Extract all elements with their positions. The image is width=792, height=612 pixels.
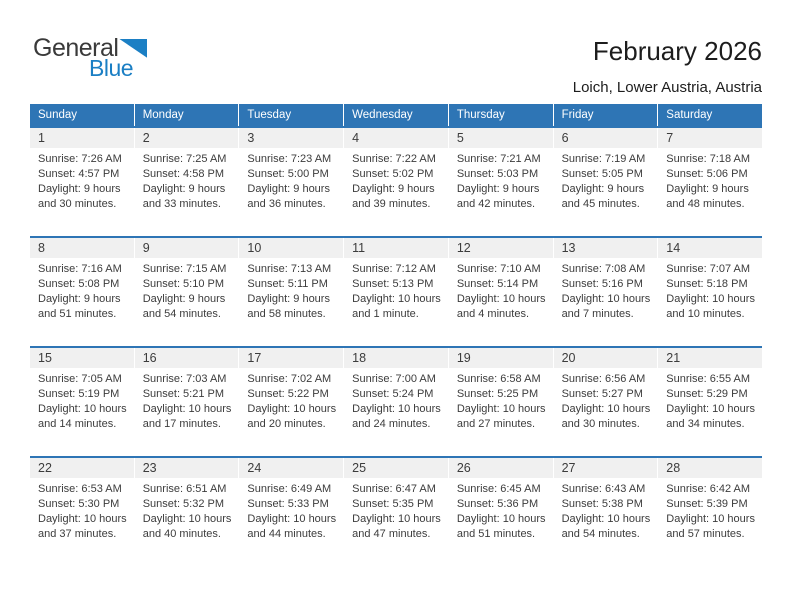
day-number: 13 bbox=[554, 238, 658, 258]
day-cell bbox=[554, 238, 658, 346]
day-number: 9 bbox=[135, 238, 239, 258]
day-cell bbox=[30, 458, 134, 566]
daylight-text-line1: Daylight: 9 hours bbox=[666, 183, 749, 195]
day-cell bbox=[658, 238, 762, 346]
daylight-text-line2: and 54 minutes. bbox=[561, 528, 640, 540]
week-row bbox=[30, 236, 762, 346]
daylight-text-line1: Daylight: 10 hours bbox=[561, 293, 651, 305]
day-number: 5 bbox=[449, 128, 553, 148]
sunset-text: Sunset: 5:25 PM bbox=[456, 388, 539, 400]
day-number: 26 bbox=[449, 458, 553, 478]
day-info bbox=[239, 148, 343, 212]
daylight-text-line1: Daylight: 9 hours bbox=[142, 293, 226, 305]
daylight-text-line2: and 39 minutes. bbox=[352, 198, 431, 210]
day-number: 18 bbox=[344, 348, 448, 368]
sunrise-text: Sunrise: 6:53 AM bbox=[38, 483, 122, 495]
day-cell bbox=[344, 458, 448, 566]
day-number: 15 bbox=[30, 348, 134, 368]
day-number: 4 bbox=[344, 128, 448, 148]
daylight-text-line2: and 51 minutes. bbox=[456, 528, 536, 540]
sunrise-text: Sunrise: 7:05 AM bbox=[38, 373, 122, 385]
daylight-text-line2: and 30 minutes. bbox=[561, 418, 640, 430]
day-number: 25 bbox=[344, 458, 448, 478]
sunrise-text: Sunrise: 7:13 AM bbox=[247, 263, 332, 275]
day-info bbox=[344, 148, 448, 212]
sunset-text: Sunset: 5:08 PM bbox=[38, 278, 120, 290]
daylight-text-line2: and 34 minutes. bbox=[666, 418, 745, 430]
week-row bbox=[30, 346, 762, 456]
daylight-text-line2: and 37 minutes. bbox=[38, 528, 117, 540]
day-cell bbox=[449, 458, 553, 566]
day-number: 1 bbox=[30, 128, 134, 148]
daylight-text-line1: Daylight: 10 hours bbox=[666, 293, 755, 305]
day-info bbox=[658, 368, 762, 432]
day-info bbox=[449, 368, 553, 432]
sunset-text: Sunset: 5:24 PM bbox=[352, 388, 434, 400]
daylight-text-line1: Daylight: 9 hours bbox=[38, 293, 121, 305]
daylight-text-line2: and 57 minutes. bbox=[666, 528, 745, 540]
day-cell bbox=[135, 128, 239, 236]
sunrise-text: Sunrise: 7:21 AM bbox=[456, 153, 541, 165]
day-number: 14 bbox=[658, 238, 762, 258]
day-info bbox=[30, 148, 134, 212]
sunrise-text: Sunrise: 6:49 AM bbox=[247, 483, 332, 495]
daylight-text-line2: and 36 minutes. bbox=[247, 198, 326, 210]
day-info bbox=[239, 258, 343, 322]
day-info bbox=[30, 258, 134, 322]
daylight-text-line2: and 17 minutes. bbox=[142, 418, 221, 430]
day-number: 11 bbox=[344, 238, 448, 258]
day-info bbox=[554, 478, 658, 542]
day-cell bbox=[135, 238, 239, 346]
day-info bbox=[344, 258, 448, 322]
daylight-text-line1: Daylight: 10 hours bbox=[561, 513, 651, 525]
day-info bbox=[239, 368, 343, 432]
sunset-text: Sunset: 5:11 PM bbox=[247, 278, 328, 290]
day-cell bbox=[239, 458, 343, 566]
daylight-text-line1: Daylight: 10 hours bbox=[247, 513, 337, 525]
sunset-text: Sunset: 5:14 PM bbox=[456, 278, 539, 290]
sunrise-text: Sunrise: 6:58 AM bbox=[456, 373, 541, 385]
sunset-text: Sunset: 5:03 PM bbox=[456, 168, 539, 180]
sunrise-text: Sunrise: 7:12 AM bbox=[352, 263, 436, 275]
day-number: 16 bbox=[135, 348, 239, 368]
day-number: 17 bbox=[239, 348, 343, 368]
sunrise-text: Sunrise: 6:51 AM bbox=[142, 483, 227, 495]
sunrise-text: Sunrise: 7:23 AM bbox=[247, 153, 332, 165]
sunset-text: Sunset: 5:05 PM bbox=[561, 168, 643, 180]
day-info bbox=[554, 258, 658, 322]
day-cell bbox=[658, 348, 762, 456]
day-info bbox=[135, 258, 239, 322]
sunrise-text: Sunrise: 7:16 AM bbox=[38, 263, 122, 275]
sunset-text: Sunset: 5:06 PM bbox=[666, 168, 748, 180]
daylight-text-line1: Daylight: 10 hours bbox=[456, 513, 546, 525]
sunrise-text: Sunrise: 6:45 AM bbox=[456, 483, 541, 495]
sunset-text: Sunset: 5:19 PM bbox=[38, 388, 120, 400]
sunrise-text: Sunrise: 7:26 AM bbox=[38, 153, 122, 165]
daylight-text-line2: and 42 minutes. bbox=[456, 198, 536, 210]
day-info bbox=[449, 478, 553, 542]
day-info bbox=[554, 148, 658, 212]
daylight-text-line2: and 54 minutes. bbox=[142, 308, 221, 320]
daylight-text-line2: and 27 minutes. bbox=[456, 418, 536, 430]
day-cell bbox=[449, 238, 553, 346]
day-cell bbox=[554, 128, 658, 236]
weekday-header-friday: Friday bbox=[554, 104, 658, 126]
day-cell bbox=[658, 458, 762, 566]
sunrise-text: Sunrise: 7:00 AM bbox=[352, 373, 436, 385]
day-number: 10 bbox=[239, 238, 343, 258]
page-title: February 2026 bbox=[592, 36, 762, 66]
day-cell bbox=[344, 348, 448, 456]
daylight-text-line1: Daylight: 10 hours bbox=[38, 403, 127, 415]
sunrise-text: Sunrise: 7:10 AM bbox=[456, 263, 541, 275]
day-number: 8 bbox=[30, 238, 134, 258]
day-info bbox=[658, 478, 762, 542]
day-info bbox=[30, 368, 134, 432]
calendar-table bbox=[30, 104, 762, 566]
sunset-text: Sunset: 5:29 PM bbox=[666, 388, 748, 400]
sunset-text: Sunset: 5:33 PM bbox=[247, 498, 329, 510]
day-cell bbox=[239, 128, 343, 236]
daylight-text-line2: and 7 minutes. bbox=[561, 308, 634, 320]
daylight-text-line1: Daylight: 9 hours bbox=[142, 183, 226, 195]
sunset-text: Sunset: 5:21 PM bbox=[142, 388, 225, 400]
daylight-text-line2: and 51 minutes. bbox=[38, 308, 117, 320]
day-number: 7 bbox=[658, 128, 762, 148]
day-info bbox=[30, 478, 134, 542]
daylight-text-line2: and 4 minutes. bbox=[456, 308, 529, 320]
calendar-weeks bbox=[30, 126, 762, 566]
daylight-text-line1: Daylight: 10 hours bbox=[352, 513, 441, 525]
sunset-text: Sunset: 5:27 PM bbox=[561, 388, 643, 400]
sunrise-text: Sunrise: 7:19 AM bbox=[561, 153, 646, 165]
sunset-text: Sunset: 5:22 PM bbox=[247, 388, 329, 400]
sunset-text: Sunset: 5:32 PM bbox=[142, 498, 225, 510]
day-info bbox=[554, 368, 658, 432]
daylight-text-line1: Daylight: 9 hours bbox=[456, 183, 540, 195]
day-cell bbox=[554, 348, 658, 456]
weekday-header-tuesday: Tuesday bbox=[239, 104, 343, 126]
day-cell bbox=[449, 348, 553, 456]
daylight-text-line2: and 30 minutes. bbox=[38, 198, 117, 210]
header-titles bbox=[573, 36, 762, 96]
sunset-text: Sunset: 5:10 PM bbox=[142, 278, 225, 290]
day-number: 6 bbox=[554, 128, 658, 148]
daylight-text-line1: Daylight: 10 hours bbox=[142, 403, 232, 415]
daylight-text-line1: Daylight: 10 hours bbox=[456, 293, 546, 305]
day-info bbox=[135, 368, 239, 432]
sunset-text: Sunset: 5:36 PM bbox=[456, 498, 539, 510]
weekday-header-thursday: Thursday bbox=[449, 104, 553, 126]
daylight-text-line1: Daylight: 10 hours bbox=[561, 403, 651, 415]
daylight-text-line2: and 58 minutes. bbox=[247, 308, 326, 320]
day-cell bbox=[658, 128, 762, 236]
day-info bbox=[449, 148, 553, 212]
daylight-text-line2: and 44 minutes. bbox=[247, 528, 326, 540]
daylight-text-line1: Daylight: 10 hours bbox=[666, 513, 755, 525]
sunrise-text: Sunrise: 6:42 AM bbox=[666, 483, 751, 495]
day-number: 3 bbox=[239, 128, 343, 148]
daylight-text-line2: and 1 minute. bbox=[352, 308, 419, 320]
daylight-text-line1: Daylight: 9 hours bbox=[561, 183, 645, 195]
daylight-text-line2: and 20 minutes. bbox=[247, 418, 326, 430]
daylight-text-line2: and 47 minutes. bbox=[352, 528, 431, 540]
sunset-text: Sunset: 4:58 PM bbox=[142, 168, 225, 180]
daylight-text-line2: and 48 minutes. bbox=[666, 198, 745, 210]
sunrise-text: Sunrise: 7:02 AM bbox=[247, 373, 332, 385]
day-info bbox=[344, 478, 448, 542]
week-row bbox=[30, 126, 762, 236]
week-row bbox=[30, 456, 762, 566]
sunset-text: Sunset: 5:16 PM bbox=[561, 278, 643, 290]
day-number: 28 bbox=[658, 458, 762, 478]
sunrise-text: Sunrise: 7:18 AM bbox=[666, 153, 751, 165]
day-info bbox=[239, 478, 343, 542]
sunrise-text: Sunrise: 7:15 AM bbox=[142, 263, 227, 275]
sunset-text: Sunset: 5:00 PM bbox=[247, 168, 329, 180]
sunset-text: Sunset: 5:02 PM bbox=[352, 168, 434, 180]
day-cell bbox=[239, 348, 343, 456]
daylight-text-line1: Daylight: 10 hours bbox=[666, 403, 755, 415]
daylight-text-line1: Daylight: 10 hours bbox=[38, 513, 127, 525]
day-number: 19 bbox=[449, 348, 553, 368]
page-subtitle: Loich, Lower Austria, Austria bbox=[572, 79, 762, 96]
daylight-text-line2: and 33 minutes. bbox=[142, 198, 221, 210]
daylight-text-line2: and 24 minutes. bbox=[352, 418, 431, 430]
day-info bbox=[449, 258, 553, 322]
day-cell bbox=[30, 128, 134, 236]
sunset-text: Sunset: 5:38 PM bbox=[561, 498, 643, 510]
sunrise-text: Sunrise: 7:25 AM bbox=[142, 153, 227, 165]
general-blue-logo bbox=[33, 36, 147, 80]
day-cell bbox=[449, 128, 553, 236]
sunrise-text: Sunrise: 6:55 AM bbox=[666, 373, 751, 385]
sunrise-text: Sunrise: 7:07 AM bbox=[666, 263, 751, 275]
sunrise-text: Sunrise: 7:03 AM bbox=[142, 373, 227, 385]
day-cell bbox=[135, 458, 239, 566]
daylight-text-line1: Daylight: 9 hours bbox=[247, 293, 330, 305]
weekday-header-sunday: Sunday bbox=[30, 104, 134, 126]
day-cell bbox=[344, 128, 448, 236]
sunrise-text: Sunrise: 7:08 AM bbox=[561, 263, 646, 275]
day-cell bbox=[239, 238, 343, 346]
day-cell bbox=[30, 238, 134, 346]
sunrise-text: Sunrise: 6:47 AM bbox=[352, 483, 436, 495]
day-info bbox=[135, 148, 239, 212]
sunrise-text: Sunrise: 7:22 AM bbox=[352, 153, 436, 165]
day-number: 21 bbox=[658, 348, 762, 368]
daylight-text-line1: Daylight: 10 hours bbox=[352, 293, 441, 305]
daylight-text-line2: and 14 minutes. bbox=[38, 418, 117, 430]
day-number: 12 bbox=[449, 238, 553, 258]
daylight-text-line1: Daylight: 10 hours bbox=[247, 403, 337, 415]
day-cell bbox=[135, 348, 239, 456]
daylight-text-line1: Daylight: 10 hours bbox=[142, 513, 232, 525]
day-cell bbox=[344, 238, 448, 346]
day-cell bbox=[554, 458, 658, 566]
day-info bbox=[344, 368, 448, 432]
sunset-text: Sunset: 5:35 PM bbox=[352, 498, 434, 510]
daylight-text-line2: and 40 minutes. bbox=[142, 528, 221, 540]
sunset-text: Sunset: 5:39 PM bbox=[666, 498, 748, 510]
day-number: 23 bbox=[135, 458, 239, 478]
day-number: 2 bbox=[135, 128, 239, 148]
day-number: 22 bbox=[30, 458, 134, 478]
day-info bbox=[658, 148, 762, 212]
daylight-text-line2: and 45 minutes. bbox=[561, 198, 640, 210]
sunset-text: Sunset: 4:57 PM bbox=[38, 168, 120, 180]
daylight-text-line1: Daylight: 10 hours bbox=[352, 403, 441, 415]
sunrise-text: Sunrise: 6:56 AM bbox=[561, 373, 646, 385]
logo-text-general: General bbox=[33, 34, 119, 62]
day-info bbox=[658, 258, 762, 322]
day-info bbox=[135, 478, 239, 542]
weekday-header-row bbox=[30, 104, 762, 126]
daylight-text-line1: Daylight: 9 hours bbox=[352, 183, 435, 195]
day-number: 24 bbox=[239, 458, 343, 478]
day-cell bbox=[30, 348, 134, 456]
sunrise-text: Sunrise: 6:43 AM bbox=[561, 483, 646, 495]
weekday-header-wednesday: Wednesday bbox=[344, 104, 448, 126]
daylight-text-line1: Daylight: 9 hours bbox=[38, 183, 121, 195]
day-number: 20 bbox=[554, 348, 658, 368]
day-number: 27 bbox=[554, 458, 658, 478]
weekday-header-monday: Monday bbox=[135, 104, 239, 126]
daylight-text-line1: Daylight: 9 hours bbox=[247, 183, 330, 195]
daylight-text-line1: Daylight: 10 hours bbox=[456, 403, 546, 415]
sunset-text: Sunset: 5:13 PM bbox=[352, 278, 434, 290]
daylight-text-line2: and 10 minutes. bbox=[666, 308, 745, 320]
sunset-text: Sunset: 5:18 PM bbox=[666, 278, 748, 290]
logo-text-blue: Blue bbox=[89, 55, 134, 81]
sunset-text: Sunset: 5:30 PM bbox=[38, 498, 120, 510]
weekday-header-saturday: Saturday bbox=[658, 104, 762, 126]
